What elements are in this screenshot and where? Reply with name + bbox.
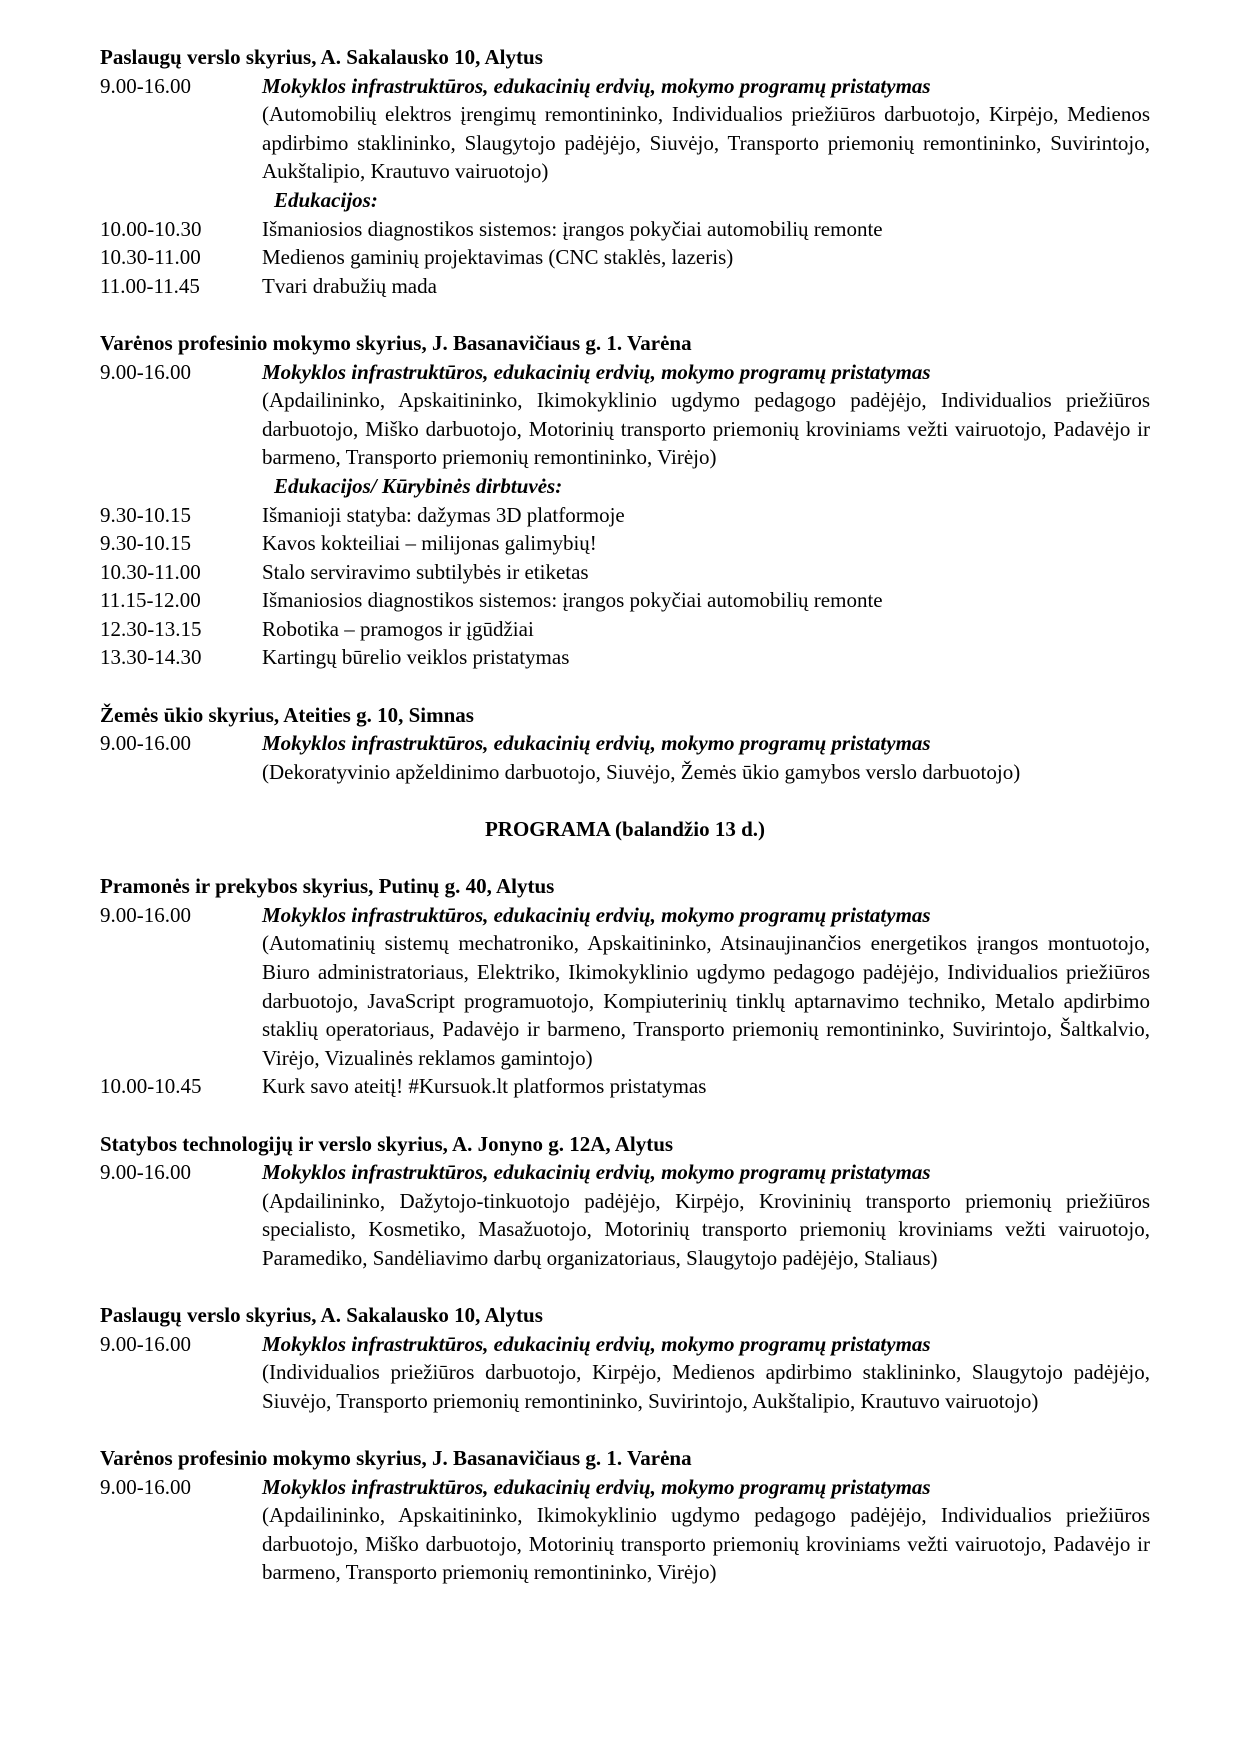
activity-title: Kavos kokteiliai – milijonas galimybių! (262, 531, 597, 556)
time-slot: 11.00-11.45 (100, 273, 200, 298)
time-slot: 9.00-16.00 (100, 902, 191, 927)
item-title: Mokyklos infrastruktūros, edukacinių erdvių, mokymo programų pristatymas (262, 1331, 931, 1356)
program-heading: PROGRAMA (balandžio 13 d.) (484, 817, 765, 842)
activity-title: Kartingų būrelio veiklos pristatymas (262, 645, 570, 670)
item-title: Mokyklos infrastruktūros, edukacinių erdvių, mokymo programų pristatymas (262, 902, 931, 927)
time-slot: 9.00-16.00 (100, 1331, 191, 1356)
item-description: (Apdailininko, Apskaitininko, Ikimokyklinio ugdymo pedagogo padėjėjo, Individualios priežiūros darbuotojo, Miško darbuotojo, Motorinių transporto priemonių kroviniams vežti vairuotojo, Padavėjo ir barmeno, Transporto priemonių remontininko, Virėjo) (262, 388, 1150, 470)
schedule-row (100, 1330, 1150, 1416)
section-zemes-ukio (100, 701, 1150, 787)
activity-row (100, 243, 1150, 272)
item-description: (Apdailininko, Apskaitininko, Ikimokyklinio ugdymo pedagogo padėjėjo, Individualios priežiūros darbuotojo, Miško darbuotojo, Motorinių transporto priemonių kroviniams vežti vairuotojo, Padavėjo ir barmeno, Transporto priemonių remontininko, Virėjo) (262, 1503, 1150, 1585)
schedule-row (100, 901, 1150, 1073)
section-paslaugu-verslo-day2 (100, 1301, 1150, 1415)
section-title: Statybos technologijų ir verslo skyrius, A. Jonyno g. 12A, Alytus (100, 1131, 674, 1156)
item-title: Mokyklos infrastruktūros, edukacinių erdvių, mokymo programų pristatymas (262, 731, 931, 756)
activity-title: Stalo serviravimo subtilybės ir etiketas (262, 559, 589, 584)
activity-row (100, 615, 1150, 644)
time-slot: 9.30-10.15 (100, 502, 191, 527)
schedule-row (100, 1158, 1150, 1272)
schedule-row (100, 72, 1150, 186)
time-slot: 10.00-10.30 (100, 216, 202, 241)
section-paslaugu-verslo (100, 43, 1150, 300)
time-slot: 11.15-12.00 (100, 588, 201, 613)
item-title: Mokyklos infrastruktūros, edukacinių erdvių, mokymo programų pristatymas (262, 1474, 931, 1499)
section-pramones (100, 872, 1150, 1101)
section-title: Varėnos profesinio mokymo skyrius, J. Basanavičiaus g. 1. Varėna (100, 1446, 692, 1471)
activity-row (100, 643, 1150, 672)
time-slot: 9.00-16.00 (100, 731, 191, 756)
time-slot: 9.00-16.00 (100, 1474, 191, 1499)
schedule-row (100, 1473, 1150, 1587)
time-slot: 9.00-16.00 (100, 73, 191, 98)
item-description: (Apdailininko, Dažytojo-tinkuotojo padėjėjo, Kirpėjo, Krovininių transporto priemonių priežiūros specialisto, Kosmetiko, Masažuotojo, Motorinių transporto priemonių kroviniams vežti vairuotojo, Paramediko, Sandėliavimo darbų organizatoriaus, Slaugytojo padėjėjo, Staliaus) (262, 1188, 1150, 1270)
activity-title: Išmaniosios diagnostikos sistemos: įrangos pokyčiai automobilių remonte (262, 588, 883, 613)
activity-row (100, 558, 1150, 587)
schedule-row (100, 358, 1150, 472)
item-title: Mokyklos infrastruktūros, edukacinių erdvių, mokymo programų pristatymas (262, 73, 931, 98)
activity-row (100, 586, 1150, 615)
activity-row (100, 215, 1150, 244)
time-slot: 10.30-11.00 (100, 245, 201, 270)
time-slot: 10.30-11.00 (100, 559, 201, 584)
section-title: Paslaugų verslo skyrius, A. Sakalausko 10, Alytus (100, 1303, 543, 1328)
activity-title: Robotika – pramogos ir įgūdžiai (262, 616, 534, 641)
activity-title: Išmanioji statyba: dažymas 3D platformoje (262, 502, 625, 527)
section-varenos-day2 (100, 1444, 1150, 1587)
item-description: (Dekoratyvinio apželdinimo darbuotojo, Siuvėjo, Žemės ūkio gamybos verslo darbuotojo) (262, 759, 1021, 784)
activity-title: Medienos gaminių projektavimas (CNC staklės, lazeris) (262, 245, 734, 270)
time-slot: 9.30-10.15 (100, 531, 191, 556)
section-title: Žemės ūkio skyrius, Ateities g. 10, Simnas (100, 702, 474, 727)
activity-title: Išmaniosios diagnostikos sistemos: įrangos pokyčiai automobilių remonte (262, 216, 883, 241)
activity-title: Kurk savo ateitį! #Kursuok.lt platformos pristatymas (262, 1074, 707, 1099)
section-varenos (100, 329, 1150, 672)
time-slot: 13.30-14.30 (100, 645, 202, 670)
section-statybos (100, 1130, 1150, 1273)
item-title: Mokyklos infrastruktūros, edukacinių erdvių, mokymo programų pristatymas (262, 1160, 931, 1185)
activity-row (100, 501, 1150, 530)
section-title: Pramonės ir prekybos skyrius, Putinų g. 40, Alytus (100, 874, 555, 899)
section-title: Paslaugų verslo skyrius, A. Sakalausko 10, Alytus (100, 45, 543, 69)
activity-row (100, 1072, 1150, 1101)
document-page (100, 43, 1150, 1587)
item-description: (Automatinių sistemų mechatroniko, Apskaitininko, Atsinaujinančios energetikos įrangos montuotojo, Biuro administratoriaus, Elektriko, Ikimokyklinio ugdymo pedagogo padėjėjo, Individualios priežiūros darbuotojo, JavaScript programuotojo, Kompiuterinių tinklų aptarnavimo techniko, Metalo apdirbimo staklių operatoriaus, Padavėjo ir barmeno, Transporto priemonių remontininko, Suvirintojo, Šaltkalvio, Virėjo, Vizualinės reklamos gamintojo) (262, 931, 1150, 1070)
item-title: Mokyklos infrastruktūros, edukacinių erdvių, mokymo programų pristatymas (262, 359, 931, 384)
sub-heading: Edukacijos/ Kūrybinės dirbtuvės: (274, 473, 563, 498)
time-slot: 9.00-16.00 (100, 359, 191, 384)
activity-title: Tvari drabužių mada (262, 273, 437, 298)
time-slot: 10.00-10.45 (100, 1074, 202, 1099)
schedule-row (100, 729, 1150, 786)
activity-row (100, 529, 1150, 558)
item-description: (Automobilių elektros įrengimų remontininko, Individualios priežiūros darbuotojo, Kirpėjo, Medienos apdirbimo staklininko, Slaugytojo padėjėjo, Siuvėjo, Transporto priemonių remontininko, Suvirintojo, Aukštalipio, Krautuvo vairuotojo) (262, 102, 1150, 184)
item-description: (Individualios priežiūros darbuotojo, Kirpėjo, Medienos apdirbimo staklininko, Slaugytojo padėjėjo, Siuvėjo, Transporto priemonių remontininko, Suvirintojo, Aukštalipio, Krautuvo vairuotojo) (262, 1360, 1150, 1413)
time-slot: 9.00-16.00 (100, 1160, 191, 1185)
time-slot: 12.30-13.15 (100, 616, 202, 641)
activity-row (100, 272, 1150, 301)
sub-heading: Edukacijos: (274, 187, 378, 212)
section-title: Varėnos profesinio mokymo skyrius, J. Basanavičiaus g. 1. Varėna (100, 330, 692, 355)
